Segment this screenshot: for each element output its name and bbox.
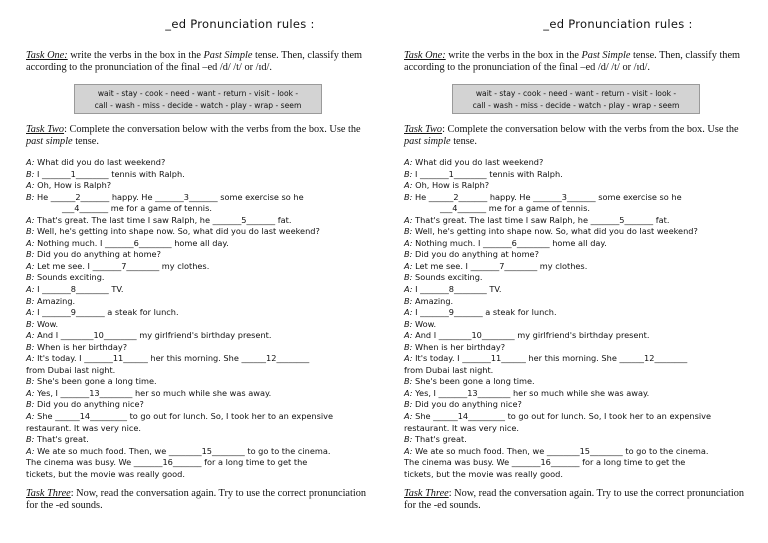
verb-box-line: wait - stay - cook - need - want - return - visit - look - [475, 89, 677, 98]
speaker-label: A: [26, 214, 35, 225]
speaker-label: A: [404, 353, 413, 364]
conversation-text: She's been gone a long time. [34, 376, 157, 387]
speaker-label: B: [404, 272, 413, 283]
conversation-text: That's great. The last time I saw Ralph, he _______5_______ fat. [412, 214, 670, 225]
task-three-instructions: Task Three: Now, read the conversation again. Try to use the correct pronunciation for the -ed sounds. [26, 488, 367, 511]
worksheet-right [404, 0, 762, 543]
task-two-instructions: Task Two: Complete the conversation below with the verbs from the box. Use the past simple tense. [404, 124, 739, 147]
conversation-line [404, 353, 762, 365]
speaker-label: B: [26, 399, 35, 410]
conversation-line [404, 249, 762, 261]
conversation-line [404, 330, 762, 342]
conversation [26, 157, 384, 480]
conversation-text: That's great. [412, 434, 467, 445]
conversation-text: ___4_______ me for a game of tennis. [62, 203, 212, 214]
conversation-text: He ______2_______ happy. He _______3_______ some exercise so he [34, 191, 304, 202]
conversation-line [26, 180, 384, 192]
conversation-text: When is her birthday? [412, 341, 506, 352]
conversation-text: What did you do last weekend? [412, 157, 544, 167]
conversation-text: It's today. I _______11______ her this morning. She ______12________ [412, 353, 688, 364]
conversation-line [26, 226, 384, 238]
conversation-line [26, 388, 384, 400]
conversation-text: Wow. [412, 318, 437, 329]
speaker-label: A: [26, 157, 35, 167]
speaker-label: A: [404, 180, 413, 191]
conversation-text: Sounds exciting. [34, 272, 105, 283]
speaker-label: B: [404, 168, 413, 179]
conversation-line [26, 342, 384, 354]
conversation-line [404, 169, 762, 181]
conversation-line [26, 457, 384, 469]
speaker-label: B: [404, 318, 413, 329]
conversation-text: Let me see. I _______7________ my clothes. [412, 260, 588, 271]
speaker-label: A: [404, 237, 413, 248]
conversation-text: from Dubai last night. [404, 364, 494, 375]
conversation-line [404, 319, 762, 331]
conversation-text: Yes, I _______13________ her so much while she was away. [34, 387, 272, 398]
conversation-line [404, 192, 762, 204]
conversation-line [404, 342, 762, 354]
conversation-line [404, 423, 762, 435]
conversation-text: Did you do anything at home? [34, 249, 161, 260]
conversation-line [404, 238, 762, 250]
speaker-label: B: [404, 191, 413, 202]
conversation-text: That's great. The last time I saw Ralph, he _______5_______ fat. [34, 214, 292, 225]
speaker-label: B: [26, 226, 35, 237]
speaker-label: B: [404, 295, 413, 306]
conversation-text: Did you do anything nice? [34, 399, 144, 410]
speaker-label: B: [404, 434, 413, 445]
speaker-label: A: [26, 445, 35, 456]
conversation-text: And I ________10________ my girlfriend's birthday present. [34, 330, 272, 341]
speaker-label: A: [26, 307, 35, 318]
conversation-text: Did you do anything nice? [412, 399, 522, 410]
conversation-text: I _______9_______ a steak for lunch. [412, 307, 557, 318]
speaker-label: A: [26, 260, 35, 271]
speaker-label: A: [404, 284, 413, 295]
conversation-line [404, 203, 762, 215]
conversation-text: Let me see. I _______7________ my clothes. [34, 260, 210, 271]
conversation-line [404, 446, 762, 458]
conversation-line [26, 434, 384, 446]
verb-box [452, 84, 700, 114]
conversation-line [404, 296, 762, 308]
conversation-text: restaurant. It was very nice. [404, 422, 520, 433]
conversation-text: That's great. [34, 434, 89, 445]
conversation-line [404, 157, 762, 169]
conversation-text: She ______14_________ to go out for lunch. So, I took her to an expensive [34, 411, 334, 422]
task-one-label: Task One: [404, 50, 446, 61]
conversation-line [26, 215, 384, 227]
conversation-line [26, 307, 384, 319]
task-two-label: Task Two [404, 124, 443, 135]
speaker-label: B: [404, 249, 413, 260]
conversation-line [404, 376, 762, 388]
conversation-line [404, 261, 762, 273]
speaker-label: A: [404, 445, 413, 456]
conversation-line [26, 203, 384, 215]
conversation-text: I _______8________ TV. [34, 284, 124, 295]
task-two-instructions: Task Two: Complete the conversation below with the verbs from the box. Use the past simple tense. [26, 124, 361, 147]
speaker-label: B: [26, 168, 35, 179]
speaker-label: A: [404, 214, 413, 225]
conversation-text: I _______8________ TV. [412, 284, 502, 295]
speaker-label: B: [404, 399, 413, 410]
conversation-text: Amazing. [34, 295, 76, 306]
conversation-text: Sounds exciting. [412, 272, 483, 283]
conversation-text: When is her birthday? [34, 341, 128, 352]
conversation-text: from Dubai last night. [26, 364, 116, 375]
speaker-label: B: [26, 341, 35, 352]
conversation-text: The cinema was busy. We _______16_______ for a long time to get the [404, 457, 686, 468]
speaker-label: B: [26, 376, 35, 387]
conversation-text: I _______1________ tennis with Ralph. [34, 168, 185, 179]
conversation-line [26, 353, 384, 365]
conversation-line [26, 284, 384, 296]
conversation-line [404, 284, 762, 296]
conversation-line [26, 365, 384, 377]
speaker-label: A: [26, 180, 35, 191]
conversation-text: restaurant. It was very nice. [26, 422, 142, 433]
speaker-label: B: [26, 272, 35, 283]
conversation-line [26, 272, 384, 284]
speaker-label: A: [26, 284, 35, 295]
speaker-label: A: [26, 387, 35, 398]
conversation-text: She's been gone a long time. [412, 376, 535, 387]
speaker-label: A: [404, 387, 413, 398]
speaker-label: B: [26, 434, 35, 445]
conversation-text: tickets, but the movie was really good. [26, 468, 185, 479]
conversation-line [404, 388, 762, 400]
conversation-line [404, 399, 762, 411]
conversation-line [26, 319, 384, 331]
speaker-label: A: [404, 260, 413, 271]
conversation-line [404, 365, 762, 377]
conversation-line [404, 180, 762, 192]
conversation-text: It's today. I _______11______ her this morning. She ______12________ [34, 353, 310, 364]
conversation-text: Oh, How is Ralph? [34, 180, 112, 191]
conversation-line [404, 307, 762, 319]
conversation-line [26, 469, 384, 481]
conversation-text: Did you do anything at home? [412, 249, 539, 260]
speaker-label: A: [26, 353, 35, 364]
conversation-text: We ate so much food. Then, we ________15________ to go to the cinema. [34, 445, 331, 456]
conversation [404, 157, 762, 480]
conversation-text: Yes, I _______13________ her so much while she was away. [412, 387, 650, 398]
task-three-label: Task Three [26, 488, 71, 499]
speaker-label: A: [26, 330, 35, 341]
conversation-line [26, 192, 384, 204]
conversation-line [26, 238, 384, 250]
verb-box-line: wait - stay - cook - need - want - return - visit - look - [97, 89, 299, 98]
speaker-label: B: [404, 341, 413, 352]
verb-box [74, 84, 322, 114]
conversation-text: tickets, but the movie was really good. [404, 468, 563, 479]
conversation-text: Oh, How is Ralph? [412, 180, 490, 191]
speaker-label: A: [404, 307, 413, 318]
conversation-line [404, 226, 762, 238]
conversation-line [404, 215, 762, 227]
speaker-label: B: [26, 295, 35, 306]
conversation-line [26, 423, 384, 435]
speaker-label: B: [26, 249, 35, 260]
task-three-label: Task Three [404, 488, 449, 499]
task-one-label: Task One: [26, 50, 68, 61]
conversation-text: He ______2_______ happy. He _______3_______ some exercise so he [412, 191, 682, 202]
conversation-line [26, 261, 384, 273]
conversation-line [404, 457, 762, 469]
conversation-line [26, 446, 384, 458]
verb-box-line: call - wash - miss - decide - watch - play - wrap - seem [472, 101, 680, 110]
speaker-label: B: [404, 376, 413, 387]
conversation-line [26, 399, 384, 411]
conversation-line [404, 469, 762, 481]
speaker-label: A: [404, 330, 413, 341]
conversation-text: What did you do last weekend? [34, 157, 166, 167]
conversation-line [404, 411, 762, 423]
conversation-text: She ______14_________ to go out for lunch. So, I took her to an expensive [412, 411, 712, 422]
conversation-line [26, 169, 384, 181]
worksheet-left [26, 0, 384, 543]
task-one-instructions: Task One: write the verbs in the box in the Past Simple tense. Then, classify them according to the pronunciation of the final –ed /d/ /t/ or /ɪd/. [404, 50, 741, 73]
conversation-line [26, 157, 384, 169]
conversation-text: I _______9_______ a steak for lunch. [34, 307, 179, 318]
speaker-label: B: [26, 191, 35, 202]
verb-box-line: call - wash - miss - decide - watch - play - wrap - seem [94, 101, 302, 110]
conversation-line [26, 249, 384, 261]
speaker-label: A: [404, 157, 413, 167]
conversation-line [26, 411, 384, 423]
task-three-instructions: Task Three: Now, read the conversation again. Try to use the correct pronunciation for the -ed sounds. [404, 488, 745, 511]
speaker-label: B: [404, 226, 413, 237]
task-one-instructions: Task One: write the verbs in the box in the Past Simple tense. Then, classify them according to the pronunciation of the final –ed /d/ /t/ or /ɪd/. [26, 50, 363, 73]
speaker-label: B: [26, 318, 35, 329]
conversation-line [26, 376, 384, 388]
speaker-label: A: [26, 411, 35, 422]
speaker-label: A: [404, 411, 413, 422]
conversation-text: ___4_______ me for a game of tennis. [440, 203, 590, 214]
conversation-text: Nothing much. I _______6________ home all day. [34, 237, 229, 248]
conversation-text: Amazing. [412, 295, 454, 306]
conversation-text: Well, he's getting into shape now. So, what did you do last weekend? [412, 226, 698, 237]
conversation-line [404, 272, 762, 284]
worksheet-title: _ed Pronunciation rules : [543, 17, 693, 31]
conversation-line [26, 296, 384, 308]
conversation-text: Nothing much. I _______6________ home all day. [412, 237, 607, 248]
conversation-text: The cinema was busy. We _______16_______ for a long time to get the [26, 457, 308, 468]
task-two-label: Task Two [26, 124, 65, 135]
conversation-text: Wow. [34, 318, 59, 329]
speaker-label: A: [26, 237, 35, 248]
conversation-text: We ate so much food. Then, we ________15________ to go to the cinema. [412, 445, 709, 456]
conversation-text: And I ________10________ my girlfriend's birthday present. [412, 330, 650, 341]
worksheet-title: _ed Pronunciation rules : [165, 17, 315, 31]
conversation-line [26, 330, 384, 342]
conversation-text: Well, he's getting into shape now. So, what did you do last weekend? [34, 226, 320, 237]
conversation-text: I _______1________ tennis with Ralph. [412, 168, 563, 179]
conversation-line [404, 434, 762, 446]
